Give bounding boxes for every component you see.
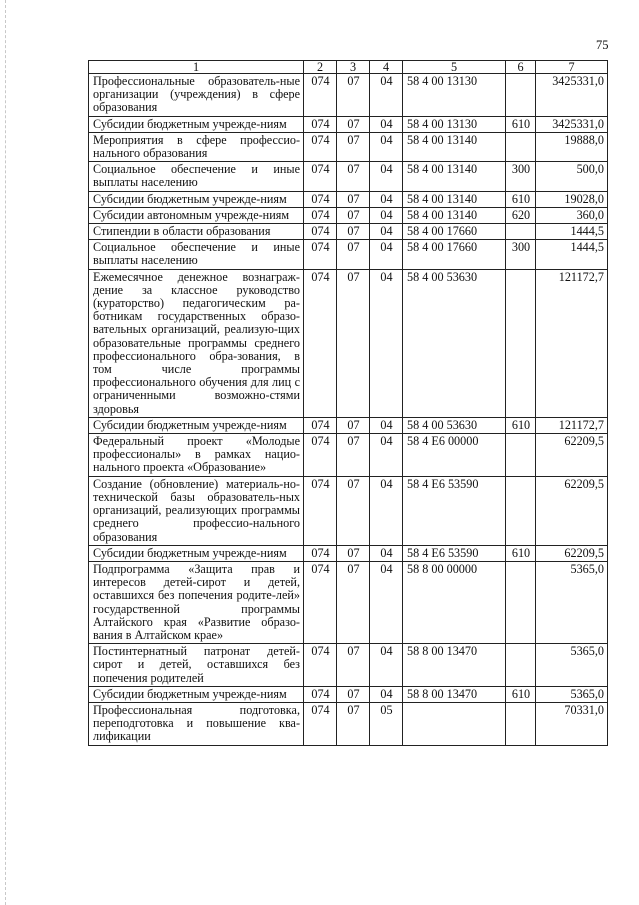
section-code: 07 <box>337 476 370 545</box>
subsection-code: 04 <box>370 269 403 417</box>
header-col-5: 5 <box>403 61 506 74</box>
subsection-code: 04 <box>370 476 403 545</box>
header-col-3: 3 <box>337 61 370 74</box>
header-col-7: 7 <box>536 61 608 74</box>
table-row <box>89 162 608 191</box>
page-number: 75 <box>596 38 609 52</box>
ministry-code: 074 <box>304 191 337 207</box>
amount: 121172,7 <box>536 417 608 433</box>
ministry-code: 074 <box>304 74 337 117</box>
amount: 3425331,0 <box>536 116 608 132</box>
item-name: Профессиональная подготовка, переподготовка и повышение ква-лификации <box>89 702 304 745</box>
amount: 62209,5 <box>536 545 608 561</box>
ministry-code: 074 <box>304 561 337 643</box>
ministry-code: 074 <box>304 224 337 240</box>
section-code: 07 <box>337 74 370 117</box>
amount: 500,0 <box>536 162 608 191</box>
expense-type-code <box>506 702 536 745</box>
subsection-code: 04 <box>370 74 403 117</box>
expense-type-code: 620 <box>506 207 536 223</box>
section-code: 07 <box>337 116 370 132</box>
ministry-code: 074 <box>304 116 337 132</box>
amount: 5365,0 <box>536 644 608 687</box>
subsection-code: 04 <box>370 434 403 477</box>
section-code: 07 <box>337 191 370 207</box>
ministry-code: 074 <box>304 686 337 702</box>
target-article-code: 58 4 00 13140 <box>403 162 506 191</box>
subsection-code: 04 <box>370 132 403 161</box>
ministry-code: 074 <box>304 644 337 687</box>
item-name: Субсидии бюджетным учрежде-ниям <box>89 417 304 433</box>
table-row <box>89 74 608 117</box>
section-code: 07 <box>337 545 370 561</box>
section-code: 07 <box>337 417 370 433</box>
section-code: 07 <box>337 434 370 477</box>
section-code: 07 <box>337 644 370 687</box>
target-article-code: 58 4 00 13140 <box>403 132 506 161</box>
subsection-code: 04 <box>370 644 403 687</box>
expense-type-code <box>506 269 536 417</box>
table-row <box>89 417 608 433</box>
target-article-code: 58 4 00 17660 <box>403 240 506 269</box>
section-code: 07 <box>337 162 370 191</box>
expense-type-code: 610 <box>506 116 536 132</box>
subsection-code: 04 <box>370 162 403 191</box>
header-col-1: 1 <box>89 61 304 74</box>
ministry-code: 074 <box>304 240 337 269</box>
target-article-code: 58 4 E6 53590 <box>403 476 506 545</box>
amount: 19888,0 <box>536 132 608 161</box>
subsection-code: 04 <box>370 116 403 132</box>
subsection-code: 04 <box>370 191 403 207</box>
section-code: 07 <box>337 132 370 161</box>
item-name: Социальное обеспечение и иные выплаты населению <box>89 162 304 191</box>
expense-type-code <box>506 132 536 161</box>
budget-table <box>88 60 608 746</box>
expense-type-code: 610 <box>506 417 536 433</box>
amount: 62209,5 <box>536 476 608 545</box>
item-name: Создание (обновление) материаль-но-технической базы образователь-ных организаций, реализующих программы среднего профессио-нального образования <box>89 476 304 545</box>
amount: 1444,5 <box>536 224 608 240</box>
header-col-6: 6 <box>506 61 536 74</box>
table-row <box>89 702 608 745</box>
item-name: Стипендии в области образования <box>89 224 304 240</box>
ministry-code: 074 <box>304 269 337 417</box>
expense-type-code <box>506 561 536 643</box>
target-article-code: 58 8 00 13470 <box>403 686 506 702</box>
subsection-code: 04 <box>370 240 403 269</box>
section-code: 07 <box>337 240 370 269</box>
expense-type-code: 610 <box>506 545 536 561</box>
item-name: Субсидии автономным учрежде-ниям <box>89 207 304 223</box>
ministry-code: 074 <box>304 207 337 223</box>
target-article-code: 58 4 00 13140 <box>403 207 506 223</box>
expense-type-code <box>506 476 536 545</box>
header-col-2: 2 <box>304 61 337 74</box>
target-article-code: 58 4 00 53630 <box>403 417 506 433</box>
table-row <box>89 224 608 240</box>
target-article-code: 58 4 00 13140 <box>403 191 506 207</box>
table-row <box>89 132 608 161</box>
ministry-code: 074 <box>304 434 337 477</box>
section-code: 07 <box>337 702 370 745</box>
target-article-code: 58 4 00 53630 <box>403 269 506 417</box>
subsection-code: 04 <box>370 417 403 433</box>
subsection-code: 04 <box>370 561 403 643</box>
item-name: Субсидии бюджетным учрежде-ниям <box>89 545 304 561</box>
header-col-4: 4 <box>370 61 403 74</box>
target-article-code: 58 4 00 13130 <box>403 74 506 117</box>
amount: 70331,0 <box>536 702 608 745</box>
expense-type-code: 300 <box>506 162 536 191</box>
item-name: Мероприятия в сфере профессио-нального образования <box>89 132 304 161</box>
amount: 5365,0 <box>536 561 608 643</box>
item-name: Подпрограмма «Защита прав и интересов детей-сирот и детей, оставшихся без попечения родите-лей» государственной программы Алтайского края «Развитие образо-вания в Алтайском крае» <box>89 561 304 643</box>
item-name: Ежемесячное денежное вознаграж-дение за классное руководство (кураторство) педагогическим ра-ботникам государственных образо-вательных организаций, реализую-щих образовательные программы среднего профессионального обра-зования, в том числе программы профессионального обучения для лиц с ограниченными возможно-стями здоровья <box>89 269 304 417</box>
target-article-code <box>403 702 506 745</box>
table-row <box>89 545 608 561</box>
expense-type-code <box>506 434 536 477</box>
expense-type-code <box>506 224 536 240</box>
amount: 19028,0 <box>536 191 608 207</box>
target-article-code: 58 8 00 13470 <box>403 644 506 687</box>
amount: 3425331,0 <box>536 74 608 117</box>
table-row <box>89 644 608 687</box>
ministry-code: 074 <box>304 417 337 433</box>
table-row <box>89 116 608 132</box>
item-name: Социальное обеспечение и иные выплаты населению <box>89 240 304 269</box>
amount: 5365,0 <box>536 686 608 702</box>
table-row <box>89 240 608 269</box>
amount: 1444,5 <box>536 240 608 269</box>
item-name: Профессиональные образователь-ные организации (учреждения) в сфере образования <box>89 74 304 117</box>
target-article-code: 58 8 00 00000 <box>403 561 506 643</box>
subsection-code: 04 <box>370 686 403 702</box>
table-row <box>89 269 608 417</box>
ministry-code: 074 <box>304 162 337 191</box>
target-article-code: 58 4 E6 53590 <box>403 545 506 561</box>
item-name: Субсидии бюджетным учрежде-ниям <box>89 686 304 702</box>
item-name: Субсидии бюджетным учрежде-ниям <box>89 116 304 132</box>
section-code: 07 <box>337 269 370 417</box>
ministry-code: 074 <box>304 702 337 745</box>
expense-type-code: 300 <box>506 240 536 269</box>
section-code: 07 <box>337 686 370 702</box>
amount: 360,0 <box>536 207 608 223</box>
table-row <box>89 207 608 223</box>
ministry-code: 074 <box>304 132 337 161</box>
ministry-code: 074 <box>304 545 337 561</box>
header-row <box>89 61 608 74</box>
expense-type-code: 610 <box>506 686 536 702</box>
expense-type-code: 610 <box>506 191 536 207</box>
table-row <box>89 191 608 207</box>
table-row <box>89 561 608 643</box>
amount: 62209,5 <box>536 434 608 477</box>
ministry-code: 074 <box>304 476 337 545</box>
section-code: 07 <box>337 224 370 240</box>
table-row <box>89 686 608 702</box>
expense-type-code <box>506 644 536 687</box>
section-code: 07 <box>337 207 370 223</box>
expense-type-code <box>506 74 536 117</box>
item-name: Постинтернатный патронат детей-сирот и детей, оставшихся без попечения родителей <box>89 644 304 687</box>
subsection-code: 04 <box>370 224 403 240</box>
item-name: Федеральный проект «Молодые профессионалы» в рамках нацио-нального проекта «Образование» <box>89 434 304 477</box>
subsection-code: 04 <box>370 545 403 561</box>
subsection-code: 05 <box>370 702 403 745</box>
table-row <box>89 434 608 477</box>
amount: 121172,7 <box>536 269 608 417</box>
target-article-code: 58 4 00 17660 <box>403 224 506 240</box>
binding-line <box>5 0 6 905</box>
table-row <box>89 476 608 545</box>
target-article-code: 58 4 00 13130 <box>403 116 506 132</box>
section-code: 07 <box>337 561 370 643</box>
item-name: Субсидии бюджетным учрежде-ниям <box>89 191 304 207</box>
subsection-code: 04 <box>370 207 403 223</box>
target-article-code: 58 4 E6 00000 <box>403 434 506 477</box>
